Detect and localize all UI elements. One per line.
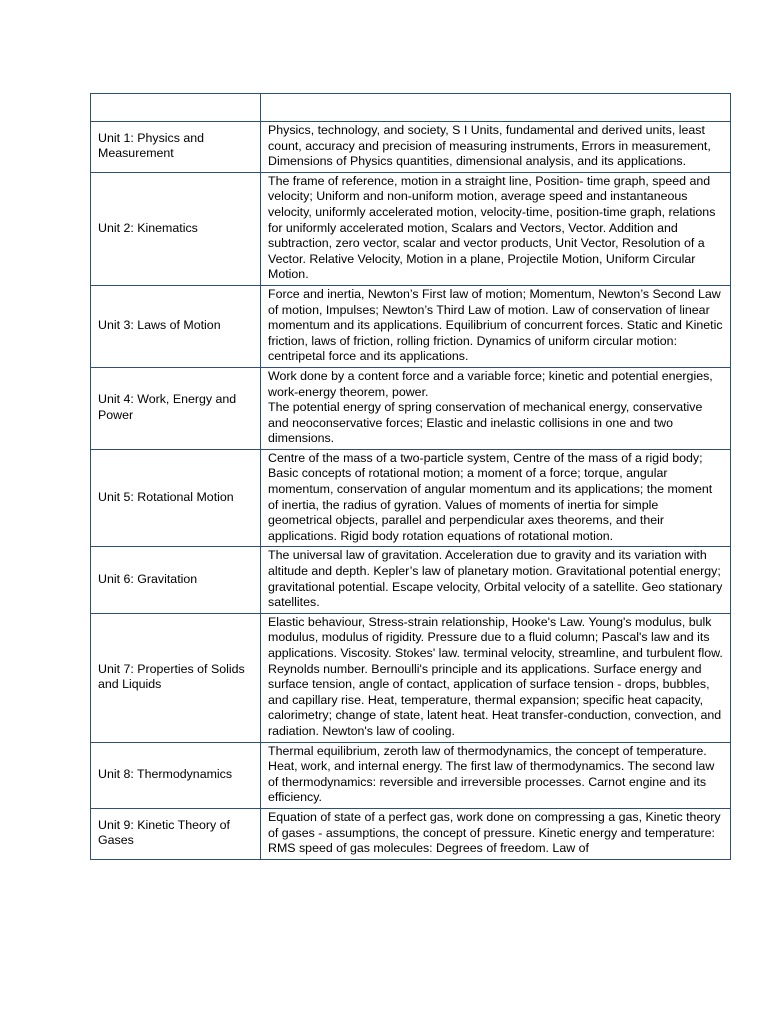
unit-name-cell: Unit 8: Thermodynamics — [91, 742, 261, 808]
table-row — [91, 808, 731, 859]
unit-topics-cell — [261, 742, 731, 808]
unit-name-cell: Unit 6: Gravitation — [91, 547, 261, 613]
unit-topics-cell — [261, 122, 731, 173]
topics-paragraph: The universal law of gravitation. Acceleration due to gravity and its variation with altitude and depth. Kepler’s law of planetary motion. Gravitational potential energy; gravitational potential. Escape velocity, Orbital velocity of a satellite. Geo stationary satellites. — [268, 548, 723, 610]
topics-paragraph: Thermal equilibrium, zeroth law of thermodynamics, the concept of temperature. Heat, work, and internal energy. The first law of thermodynamics. The second law of thermodynamics: reversible and irreversible processes. Carnot engine and its efficiency. — [268, 743, 715, 805]
unit-name-cell: Unit 9: Kinetic Theory of Gases — [91, 808, 261, 859]
unit-name-cell: Unit 1: Physics and Measurement — [91, 122, 261, 173]
topics-paragraph: Equation of state of a perfect gas, work done on compressing a gas, Kinetic theory of gases - assumptions, the concept of pressure. Kinetic energy and temperature: RMS speed of gas molecules: Degrees of freedom. Law of — [268, 809, 721, 856]
unit-topics-cell — [261, 808, 731, 859]
header-cell-unit — [91, 94, 261, 122]
unit-topics-cell — [261, 172, 731, 285]
table-row — [91, 742, 731, 808]
topics-paragraph: Centre of the mass of a two-particle system, Centre of the mass of a rigid body; Basic concepts of rotational motion; a moment of a force; torque, angular momentum, conservation of angular momentum and its applications; the moment of inertia, the radius of gyration. Values of moments of inertia for simple geometrical objects, parallel and perpendicular axes theorems, and their applications. Rigid body rotation equations of rotational motion. — [268, 450, 713, 543]
unit-topics-cell — [261, 367, 731, 449]
header-cell-topics — [261, 94, 731, 122]
unit-name-cell: Unit 2: Kinematics — [91, 172, 261, 285]
syllabus-table — [90, 93, 731, 860]
unit-topics-cell — [261, 613, 731, 742]
unit-name-cell: Unit 7: Properties of Solids and Liquids — [91, 613, 261, 742]
topics-paragraph: Force and inertia, Newton’s First law of motion; Momentum, Newton’s Second Law of motion, Impulses; Newton’s Third Law of motion. Law of conservation of linear momentum and its applications. Equilibrium of concurrent forces. Static and Kinetic friction, laws of friction, rolling friction. Dynamics of uniform circular motion: centripetal force and its applications. — [268, 286, 723, 364]
table-header-row — [91, 94, 731, 122]
table-row — [91, 367, 731, 449]
table-row — [91, 122, 731, 173]
unit-name-cell: Unit 5: Rotational Motion — [91, 449, 261, 547]
topics-paragraph: The potential energy of spring conservation of mechanical energy, conservative and neoconservative forces; Elastic and inelastic collisions in one and two dimensions. — [268, 400, 703, 446]
table-row — [91, 613, 731, 742]
topics-paragraph: Work done by a content force and a variable force; kinetic and potential energies, work-energy theorem, power. — [268, 368, 713, 399]
unit-name-cell: Unit 3: Laws of Motion — [91, 285, 261, 367]
unit-name-cell: Unit 4: Work, Energy and Power — [91, 367, 261, 449]
table-row — [91, 449, 731, 547]
table-row — [91, 547, 731, 613]
topics-paragraph: Physics, technology, and society, S I Units, fundamental and derived units, least count, accuracy and precision of measuring instruments, Errors in measurement, Dimensions of Physics quantities, dimensional analysis, and its applications. — [268, 123, 711, 169]
topics-paragraph: Elastic behaviour, Stress-strain relationship, Hooke's Law. Young's modulus, bulk modulus, modulus of rigidity. Pressure due to a fluid column; Pascal's law and its applications. Viscosity. Stokes' law. terminal velocity, streamline, and turbulent flow. Reynolds number. Bernoulli's principle and its applications. Surface energy and surface tension, angle of contact, application of surface tension - drops, bubbles, and capillary rise. Heat, temperature, thermal expansion; specific heat capacity, calorimetry; change of state, latent heat. Heat transfer-conduction, convection, and radiation. Newton's law of cooling. — [268, 614, 723, 738]
table-body — [91, 94, 731, 860]
table-row — [91, 172, 731, 285]
topics-paragraph: The frame of reference, motion in a straight line, Position- time graph, speed and velocity; Uniform and non-uniform motion, average speed and instantaneous velocity, uniformly accelerated motion, velocity-time, position-time graph, relations for uniformly accelerated motion, Scalars and Vectors, Vector. Addition and subtraction, zero vector, scalar and vector products, Unit Vector, Resolution of a Vector. Relative Velocity, Motion in a plane, Projectile Motion, Uniform Circular Motion. — [268, 173, 716, 282]
unit-topics-cell — [261, 285, 731, 367]
table-row — [91, 285, 731, 367]
unit-topics-cell — [261, 547, 731, 613]
unit-topics-cell — [261, 449, 731, 547]
